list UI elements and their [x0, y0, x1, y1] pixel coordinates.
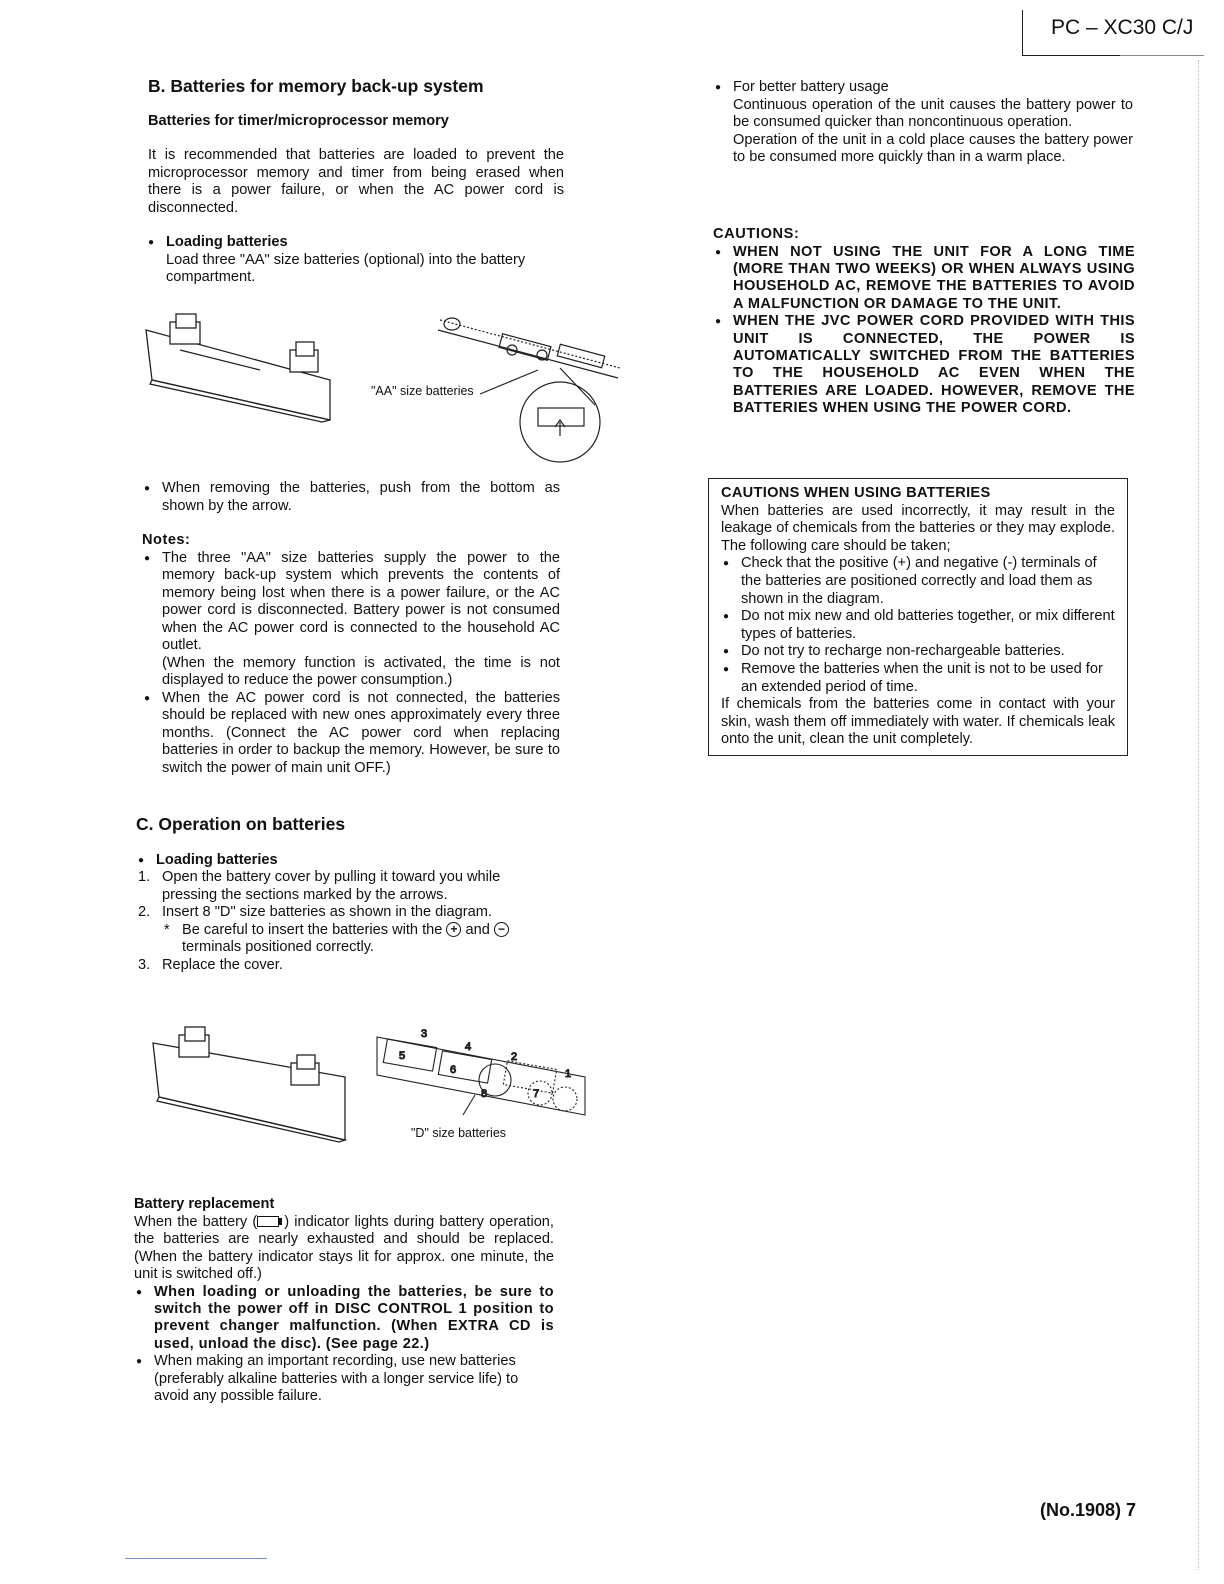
battery-indicator-icon — [257, 1216, 279, 1227]
svg-text:1: 1 — [565, 1068, 572, 1080]
model-number: PC – XC30 C/J — [1051, 16, 1194, 39]
page-number: (No.1908) 7 — [1040, 1500, 1137, 1520]
step-3-number: 3. — [138, 956, 151, 973]
note-item: ● When the AC power cord is not connected, the batteries should be replaced with new ones approximately every three months. (Connect the AC power cord when replacing batteries in order to backup the memory. However, be sure to switch the power of main unit OFF.) — [142, 690, 560, 778]
step-2-note-a: Be careful to insert the batteries with the — [182, 921, 443, 938]
model-header — [1022, 10, 1203, 56]
caution-item: ● WHEN NOT USING THE UNIT FOR A LONG TIME (MORE THAN TWO WEEKS) OR WHEN ALWAYS USING HOUSEHOLD AC, REMOVE THE BATTERIES TO AVOID A MALFUNCTION OR DAMAGE TO THE UNIT. — [713, 244, 1135, 314]
battery-usage — [713, 79, 1133, 167]
d-figure-label: "D" size batteries — [411, 1126, 507, 1140]
section-b-intro: It is recommended that batteries are loaded to prevent the microprocessor memory and timer from being erased when there is a power failure, or when the AC power cord is disconnected. — [148, 147, 564, 216]
svg-text:2: 2 — [511, 1051, 518, 1063]
section-b-title: B. Batteries for memory back-up system — [148, 76, 484, 96]
step-1-text: Open the battery cover by pulling it toward you while pressing the sections marked by the arrows. — [162, 869, 501, 903]
section-b — [148, 78, 564, 287]
caution-item: ● WHEN THE JVC POWER CORD PROVIDED WITH THIS UNIT IS CONNECTED, THE POWER IS AUTOMATICALLY SWITCHED FROM THE BATTERIES TO THE HOUSEHOLD AC EVEN WHEN THE BATTERIES ARE LOADED. HOWEVER, REMOVE THE BATTERIES WHEN USING THE POWER CORD. — [713, 313, 1135, 417]
notes-title: Notes: — [142, 532, 191, 548]
d-battery-figure — [145, 1015, 605, 1145]
battery-replacement — [134, 1196, 554, 1406]
svg-text:8: 8 — [481, 1088, 488, 1100]
scan-line — [1198, 60, 1199, 1570]
step-2-note — [136, 922, 558, 957]
step-1 — [136, 869, 558, 904]
note-1-extra: (When the memory function is activated, the time is not displayed to reduce the power consumption.) — [162, 654, 560, 688]
svg-text:4: 4 — [465, 1041, 472, 1053]
svg-text:6: 6 — [450, 1064, 457, 1076]
replacement-text-a: When the battery ( — [134, 1213, 258, 1230]
plus-terminal-icon: + — [446, 922, 461, 937]
svg-text:3: 3 — [421, 1028, 428, 1040]
asterisk: * — [164, 921, 170, 938]
loading-bullet — [146, 234, 564, 287]
header-rule — [1120, 55, 1204, 56]
section-c-loading-title: ● Loading batteries — [136, 852, 558, 870]
box-item: ● Check that the positive (+) and negative (-) terminals of the batteries are positioned correctly and load them as shown in the diagram. — [721, 555, 1115, 608]
note-1: ● The three "AA" size batteries supply the power to the memory back-up system which prevents the contents of memory being lost when there is a power failure, or the AC power cord is disconnected. Battery power is not consumed when the AC power cord is connected to the household AC outlet. — [162, 549, 560, 653]
step-2-note-and: and — [465, 921, 490, 938]
section-c — [136, 816, 558, 974]
note-item — [142, 550, 560, 690]
scan-line-bottom — [125, 1558, 267, 1559]
aa-figure-label: "AA" size batteries — [371, 384, 474, 398]
aa-battery-figure — [140, 310, 620, 470]
replacement-text — [134, 1214, 554, 1284]
step-2-note-b: terminals positioned correctly. — [182, 939, 374, 955]
box-intro: When batteries are used incorrectly, it may result in the leakage of chemicals from the batteries or they may explode. The following care should be taken; — [721, 502, 1115, 554]
removing-bullet: ● When removing the batteries, push from the bottom as shown by the arrow. — [142, 480, 560, 515]
section-b-notes — [142, 480, 560, 777]
svg-text:5: 5 — [399, 1050, 406, 1062]
step-3-text: Replace the cover. — [162, 956, 283, 973]
loading-title: ● Loading batteries — [166, 234, 288, 250]
usage-bullet — [713, 79, 1133, 167]
replacement-title: Battery replacement — [134, 1196, 275, 1212]
step-2 — [136, 904, 558, 922]
section-c-title: C. Operation on batteries — [136, 814, 346, 834]
usage-title: ● For better battery usage — [733, 79, 889, 95]
replacement-text-b: ) indicator lights during battery operation, the batteries are nearly exhausted and should be replaced. (When the battery indicator stays lit for approx. one minute, the unit is switched off.) — [134, 1213, 554, 1282]
section-b-subtitle: Batteries for timer/microprocessor memory — [148, 112, 449, 129]
minus-terminal-icon: − — [494, 922, 509, 937]
step-3 — [136, 957, 558, 975]
box-item: ● Remove the batteries when the unit is not to be used for an extended period of time. — [721, 661, 1115, 696]
aa-cover-drawing — [146, 314, 330, 422]
battery-cautions-box — [708, 478, 1128, 756]
svg-text:7: 7 — [533, 1088, 540, 1100]
disc-control-warning: ● When loading or unloading the batteries, be sure to switch the power off in DISC CONTROL 1 position to prevent changer malfunction. (When EXTRA CD is used, unload the disc). (See page 22.) — [134, 1284, 554, 1354]
step-2-number: 2. — [138, 904, 151, 920]
step-1-number: 1. — [138, 869, 151, 885]
cautions — [713, 226, 1135, 418]
box-item: ● Do not mix new and old batteries together, or mix different types of batteries. — [721, 608, 1115, 643]
box-title: CAUTIONS WHEN USING BATTERIES — [721, 485, 991, 501]
d-cover-drawing — [153, 1027, 345, 1142]
recording-tip: ● When making an important recording, use new batteries (preferably alkaline batteries with a longer service life) to avoid any possible failure. — [134, 1353, 554, 1406]
loading-text: Load three "AA" size batteries (optional) into the battery compartment. — [166, 251, 526, 285]
usage-p1: Continuous operation of the unit causes the battery power to be consumed quicker than noncontinuous operation. — [733, 96, 1133, 130]
box-item: ● Do not try to recharge non-rechargeable batteries. — [721, 643, 1115, 661]
cautions-title: CAUTIONS: — [713, 226, 800, 242]
d-compartment-drawing — [377, 1028, 585, 1115]
box-outro: If chemicals from the batteries come in contact with your skin, wash them off immediately with water. If chemicals leak onto the unit, clean the unit completely. — [721, 696, 1115, 748]
usage-p2: Operation of the unit in a cold place causes the battery power to be consumed more quickly than in a warm place. — [733, 131, 1133, 165]
step-2-text: Insert 8 "D" size batteries as shown in the diagram. — [162, 904, 492, 920]
